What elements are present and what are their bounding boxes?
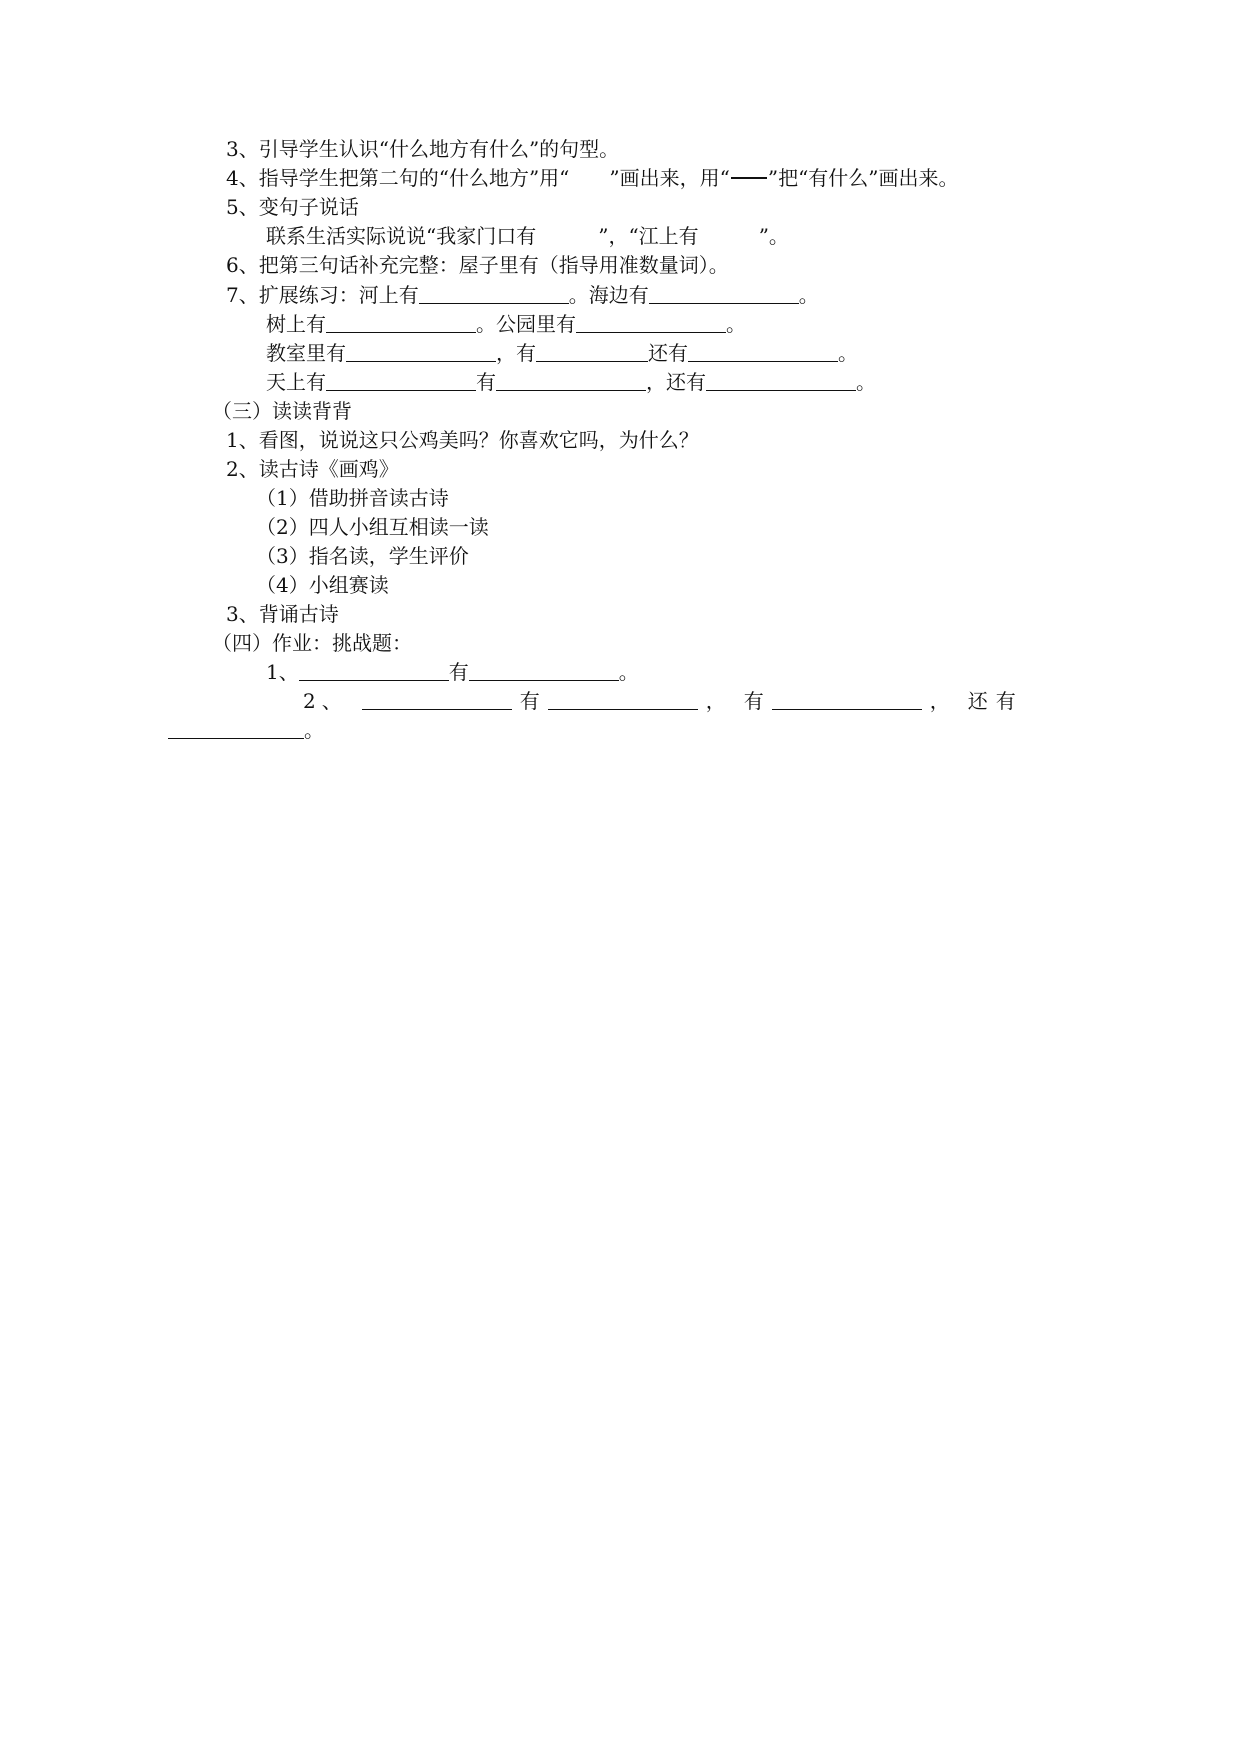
line-text: 。 [304, 718, 324, 742]
fill-blank [772, 687, 922, 710]
line-poem-step-2 [256, 513, 489, 541]
line-read-poem [226, 455, 399, 483]
line-text: 3、背诵古诗 [226, 602, 339, 626]
line-text: 还有 [648, 341, 688, 365]
line-text: 教室里有 [266, 341, 346, 365]
fill-blank [536, 339, 648, 362]
fill-blank [496, 368, 646, 391]
section-heading-read-recite [212, 397, 352, 425]
line-text: ， [929, 689, 950, 713]
line-text: ”把“有什么”画出来。 [767, 166, 959, 190]
fill-blank [688, 339, 838, 362]
line-text: 。公园里有 [476, 312, 576, 336]
line-text: 联系生活实际说说“我家门口有 [266, 224, 537, 248]
line-complete-sentence [226, 251, 729, 279]
fill-blank [576, 310, 726, 333]
fill-blank [706, 368, 856, 391]
line-extension-2 [266, 310, 746, 338]
line-poem-step-3 [256, 542, 469, 570]
line-text: 2、读古诗《画鸡》 [226, 457, 399, 481]
line-text: 有 [743, 689, 764, 713]
line-text: 天上有 [266, 370, 326, 394]
fill-blank [469, 658, 619, 681]
line-life-practice [266, 222, 789, 250]
line-text: 2 [303, 689, 316, 713]
line-extension-3 [266, 339, 858, 367]
fill-blank [649, 281, 799, 304]
line-mark-instruction [226, 164, 959, 192]
line-text: （2）四人小组互相读一读 [256, 515, 489, 539]
line-look-picture [226, 426, 699, 454]
line-extension-4 [266, 368, 876, 396]
line-text: 4、指导学生把第二句的“什么地方”用“ [226, 166, 570, 190]
line-text: 有 [448, 660, 469, 684]
underline-mark [731, 177, 767, 179]
line-homework-2-cont [168, 716, 324, 744]
line-homework-2 [303, 687, 1016, 715]
fill-blank [548, 687, 698, 710]
line-text: 3、引导学生认识“什么地方有什么”的句型。 [226, 137, 620, 161]
line-text: 。 [856, 370, 876, 394]
line-text: 6、把第三句话补充完整：屋子里有（指导用准数量词）。 [226, 253, 729, 277]
line-poem-step-1 [256, 484, 449, 512]
line-text: （四）作业：挑战题： [212, 631, 412, 655]
line-text: 5、变句子说话 [226, 195, 359, 219]
line-text: 有 [519, 689, 540, 713]
line-text: ，有 [496, 341, 536, 365]
line-text: 还 [967, 689, 988, 713]
line-text: （4）小组赛读 [256, 573, 389, 597]
fill-blank [419, 281, 569, 304]
line-text: 1、看图，说说这只公鸡美吗？你喜欢它吗，为什么？ [226, 428, 699, 452]
line-text: （三）读读背背 [212, 399, 352, 423]
line-text: ”画出来，用“ [609, 166, 730, 190]
line-text: ”。 [758, 224, 789, 248]
fill-blank [326, 310, 476, 333]
line-text: （1）借助拼音读古诗 [256, 486, 449, 510]
line-text: 。 [726, 312, 746, 336]
line-text: 。 [618, 660, 639, 684]
section-heading-homework [212, 629, 412, 657]
line-text: 。 [798, 283, 819, 307]
fill-blank [362, 687, 512, 710]
line-text: （3）指名读，学生评价 [256, 544, 469, 568]
fill-blank [299, 658, 449, 681]
line-extension-1 [226, 281, 819, 309]
fill-blank [326, 368, 476, 391]
line-sentence-pattern [226, 135, 619, 163]
line-poem-step-4 [256, 571, 389, 599]
fill-blank [346, 339, 496, 362]
line-text: 1、 [266, 660, 299, 684]
fill-blank [168, 716, 304, 739]
line-text: ，还有 [646, 370, 706, 394]
line-text: 有 [476, 370, 496, 394]
line-text: 。海边有 [568, 283, 649, 307]
line-text: 7、扩展练习：河上有 [226, 283, 419, 307]
line-text: ”，“江上有 [598, 224, 699, 248]
line-text: 树上有 [266, 312, 326, 336]
line-change-sentence [226, 193, 359, 221]
line-homework-1 [266, 658, 639, 686]
line-text: 、 [321, 689, 342, 713]
line-recite-poem [226, 600, 339, 628]
line-text: 有 [995, 689, 1016, 713]
line-text: 。 [838, 341, 858, 365]
line-text: ， [705, 689, 726, 713]
